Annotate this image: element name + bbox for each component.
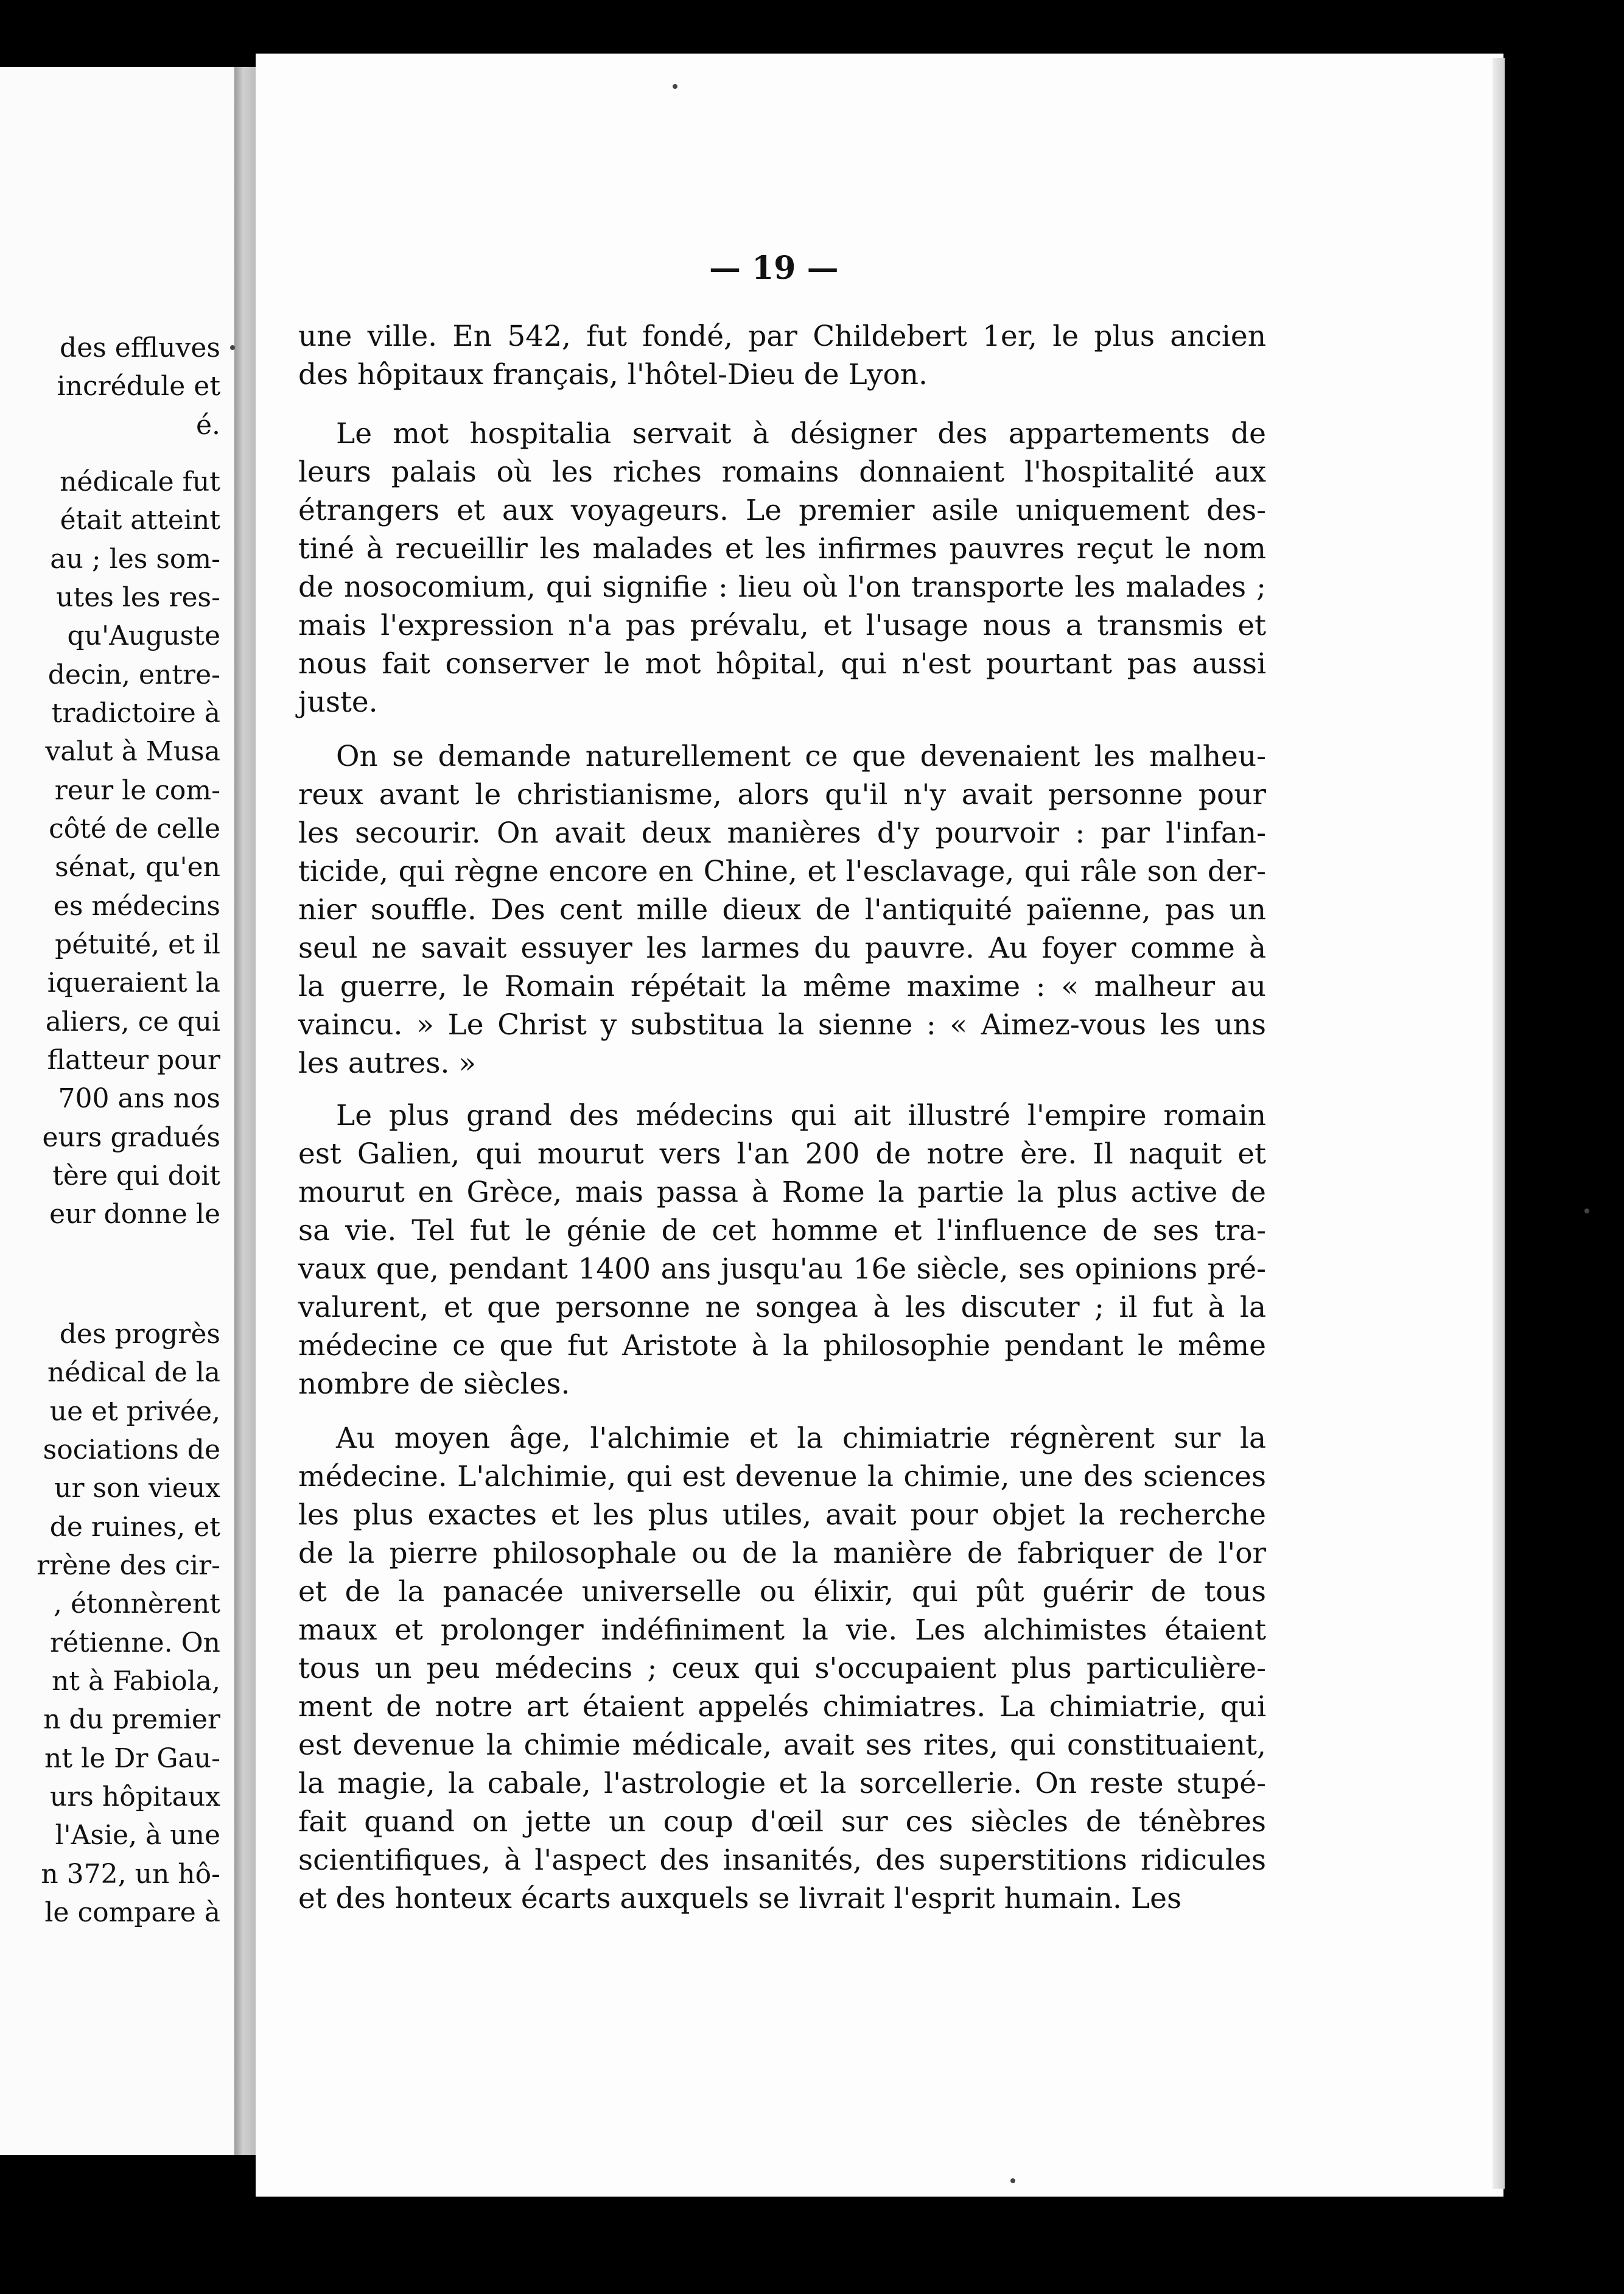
body-text-line: seul ne savait essuyer les larmes du pauvre. Au foyer comme à (298, 931, 1266, 965)
body-text-line: fait quand on jette un coup d'œil sur ces siècles de ténèbres (298, 1805, 1266, 1839)
body-text-line: la magie, la cabale, l'astrologie et la sorcellerie. On reste stupé- (298, 1767, 1266, 1800)
body-text-line: des hôpitaux français, l'hôtel-Dieu de Lyon. (298, 358, 928, 391)
scan-speck (673, 84, 677, 89)
body-text-line: On se demande naturellement ce que devenaient les malheu- (336, 740, 1266, 773)
body-text-line: scientifiques, à l'aspect des insanités, des superstitions ridicules (298, 1843, 1266, 1877)
left-page-line: ue et privée, (49, 1396, 220, 1427)
book-gutter (234, 67, 256, 2155)
body-text-line: tous un peu médecins ; ceux qui s'occupaient plus particulière- (298, 1652, 1266, 1685)
body-text-line: les plus exactes et les plus utiles, avait pour objet la recherche (298, 1498, 1266, 1532)
left-page-line: l'Asie, à une (55, 1820, 220, 1851)
body-text-line: tiné à recueillir les malades et les infirmes pauvres reçut le nom (298, 532, 1266, 566)
body-text-line: et de la panacée universelle ou élixir, qui pût guérir de tous (298, 1575, 1266, 1608)
body-text-line: valurent, et que personne ne songea à les discuter ; il fut à la (298, 1291, 1266, 1324)
left-page-line: aliers, ce qui (45, 1006, 220, 1037)
left-page-line: n 372, un hô- (41, 1859, 220, 1890)
body-text-line: vaincu. » Le Christ y substitua la sienne : « Aimez-vous les uns (298, 1008, 1266, 1042)
left-page-line: eur donne le (49, 1199, 220, 1230)
body-text-line: ment de notre art étaient appelés chimiatres. La chimiatrie, qui (298, 1690, 1266, 1724)
body-text-line: Au moyen âge, l'alchimie et la chimiatrie régnèrent sur la (336, 1422, 1266, 1455)
scan-speck (1010, 2178, 1015, 2183)
left-page-line: nédical de la (47, 1357, 220, 1388)
left-page-line: nt le Dr Gau- (44, 1743, 220, 1774)
left-page-line: eurs gradués (42, 1122, 220, 1153)
left-page-line: rrène des cir- (37, 1550, 220, 1581)
left-page-line: le compare à (44, 1897, 220, 1928)
left-page-line: decin, entre- (47, 659, 220, 690)
body-text-line: juste. (298, 686, 378, 719)
body-text-line: mourut en Grèce, mais passa à Rome la partie la plus active de (298, 1176, 1266, 1209)
left-page-line: qu'Auguste (67, 620, 220, 651)
page-edge (1493, 58, 1505, 2189)
left-page-line: 700 ans nos (58, 1083, 220, 1114)
body-text-line: Le mot hospitalia servait à désigner des appartements de (336, 417, 1266, 451)
body-text-line: les secourir. On avait deux manières d'y pourvoir : par l'infan- (298, 816, 1266, 850)
body-text-line: médecine. L'alchimie, qui est devenue la chimie, une des sciences (298, 1460, 1266, 1493)
left-page-line: tère qui doit (52, 1160, 220, 1191)
body-text-line: la guerre, le Romain répétait la même maxime : « malheur au (298, 970, 1266, 1003)
left-page-line: ur son vieux (54, 1473, 220, 1504)
body-text-line: reux avant le christianisme, alors qu'il n'y avait personne pour (298, 778, 1266, 812)
scan-speck (230, 345, 235, 350)
left-page-line: iqueraient la (47, 967, 220, 998)
left-page-line: utes les res- (56, 582, 220, 613)
body-text-line: de la pierre philosophale ou de la manière de fabriquer de l'or (298, 1537, 1266, 1570)
body-text-line: étrangers et aux voyageurs. Le premier asile uniquement des- (298, 494, 1266, 527)
left-page-line: sénat, qu'en (55, 852, 220, 883)
left-page-line: des effluves (60, 332, 220, 363)
left-page (0, 67, 242, 2155)
body-text-line: maux et prolonger indéfiniment la vie. Les alchimistes étaient (298, 1613, 1266, 1647)
body-text-line: nier souffle. Des cent mille dieux de l'antiquité païenne, pas un (298, 893, 1266, 927)
left-page-line: pétuité, et il (55, 929, 220, 960)
page-number: — 19 — (709, 250, 839, 287)
body-text-line: est Galien, qui mourut vers l'an 200 de notre ère. Il naquit et (298, 1137, 1266, 1171)
body-text-line: ticide, qui règne encore en Chine, et l'esclavage, qui râle son der- (298, 855, 1266, 888)
left-page-line: de ruines, et (49, 1512, 220, 1543)
body-text-line: et des honteux écarts auxquels se livrait l'esprit humain. Les (298, 1882, 1182, 1915)
left-page-line: sociations de (43, 1434, 220, 1465)
left-page-line: valut à Musa (45, 736, 220, 767)
left-page-line: es médecins (53, 891, 220, 922)
body-text-line: vaux que, pendant 1400 ans jusqu'au 16e siècle, ses opinions pré- (298, 1252, 1266, 1286)
body-text-line: leurs palais où les riches romains donnaient l'hospitalité aux (298, 455, 1266, 489)
left-page-line: urs hôpitaux (49, 1781, 220, 1812)
left-page-line: côté de celle (49, 813, 220, 844)
left-page-line: reur le com- (54, 775, 220, 806)
body-text-line: médecine ce que fut Aristote à la philosophie pendant le même (298, 1329, 1266, 1363)
left-page-line: incrédule et (57, 371, 220, 402)
body-text-line: nombre de siècles. (298, 1367, 570, 1401)
left-page-line: tradictoire à (51, 698, 220, 729)
body-text-line: mais l'expression n'a pas prévalu, et l'usage nous a transmis et (298, 609, 1266, 642)
body-text-line: est devenue la chimie médicale, avait ses rites, qui constituaient, (298, 1728, 1266, 1762)
left-page-line: n du premier (43, 1704, 220, 1735)
body-text-line: Le plus grand des médecins qui ait illustré l'empire romain (336, 1099, 1266, 1132)
body-text-line: une ville. En 542, fut fondé, par Childebert 1er, le plus ancien (298, 320, 1266, 353)
left-page-line: rétienne. On (50, 1627, 220, 1658)
left-page-line: flatteur pour (47, 1045, 220, 1076)
left-page-line: , étonnèrent (54, 1588, 220, 1619)
left-page-line: était atteint (60, 505, 220, 536)
left-page-line: é. (195, 410, 220, 441)
scan-speck (1584, 1208, 1589, 1213)
left-page-line: nédicale fut (60, 466, 220, 497)
body-text-line: sa vie. Tel fut le génie de cet homme et l'influence de ses tra- (298, 1214, 1266, 1247)
body-text-line: les autres. » (298, 1047, 477, 1080)
body-text-line: nous fait conserver le mot hôpital, qui n'est pourtant pas aussi (298, 647, 1266, 681)
left-page-line: des progrès (59, 1319, 220, 1350)
left-page-line: nt à Fabiola, (51, 1666, 220, 1697)
body-text-line: de nosocomium, qui signifie : lieu où l'on transporte les malades ; (298, 570, 1266, 604)
left-page-line: au ; les som- (50, 544, 220, 575)
